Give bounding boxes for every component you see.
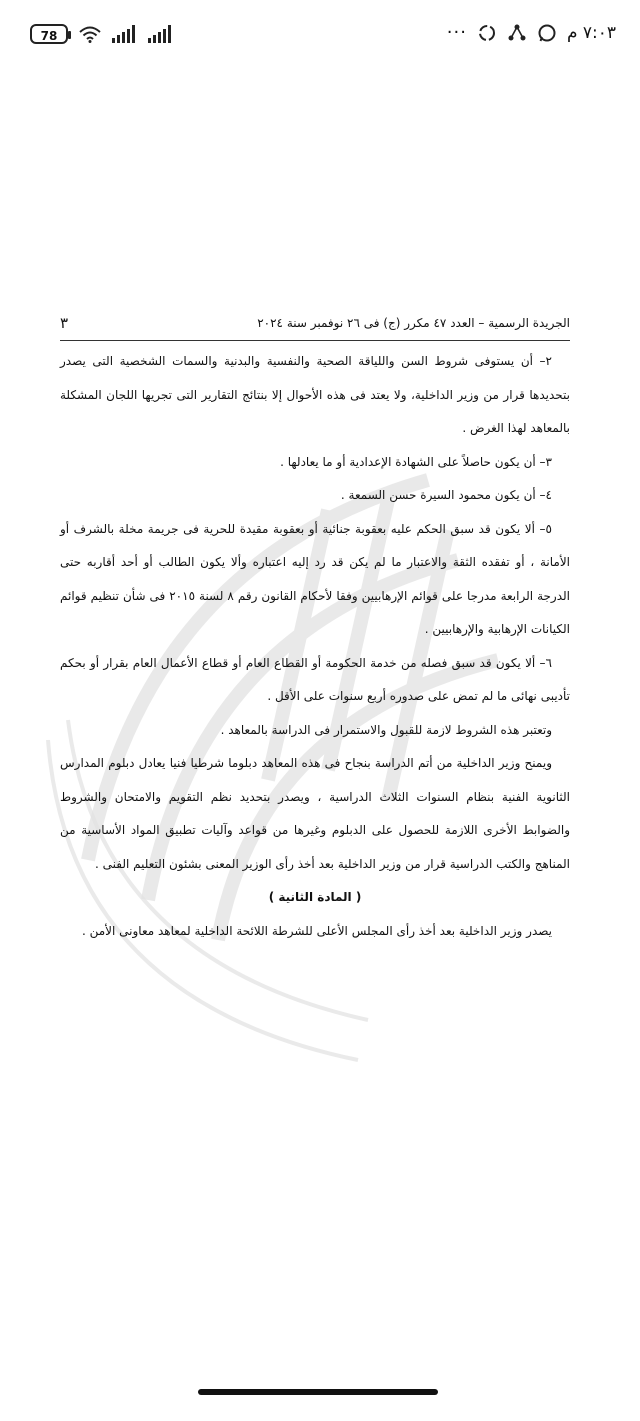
status-bar <box>0 0 640 72</box>
status-left <box>30 24 174 44</box>
paragraph-article-two: يصدر وزير الداخلية بعد أخذ رأى المجلس الأعلى للشرطة اللائحة الداخلية لمعاهد معاونى الأمن . <box>81 923 552 938</box>
more-notifications-icon: ··· <box>446 22 467 43</box>
wifi-icon <box>78 25 102 43</box>
paragraph-conditions-note: وتعتبر هذه الشروط لازمة للقبول والاستمرار فى الدراسة بالمعاهد . <box>220 722 552 737</box>
page-header <box>60 312 570 341</box>
page-header-title: الجريدة الرسمية – العدد ٤٧ مكرر (ج) فى ٢٦ نوفمبر سنة ٢٠٢٤ <box>257 316 570 330</box>
paragraph-condition-6: ٦– ألا يكون قد سبق فصله من خدمة الحكومة أو القطاع العام أو قطاع الأعمال العام بقرار أو بحكم تأديبى نهائى ما لم تمض على صدوره أربع سنوات على الأقل . <box>60 655 570 703</box>
status-right <box>447 22 616 43</box>
paragraph-condition-3: ٣– أن يكون حاصلاً على الشهادة الإعدادية أو ما يعادلها . <box>280 454 552 469</box>
paragraph-diploma: ويمنح وزير الداخلية من أتم الدراسة بنجاح فى هذه المعاهد دبلوما شرطيا فنيا يعادل دبلوم المدارس الثانوية الفنية بنظام السنوات الثلاث الدراسية ، ويصدر بتحديد نظم التقويم والامتحان والشروط والضوابط الأخرى اللازمة للحصول على الدبلوم وغيرها من قواعد وآليات تطبيق المواد الأساسية من المناهج والكتب الدراسية قرار من وزير الداخلية بعد أخذ رأى الوزير المعنى بشئون التعليم الفنى . <box>60 756 570 871</box>
signal-icon <box>112 25 138 43</box>
clock: ٧:٠٣ م <box>566 22 616 43</box>
battery-icon: 78 <box>30 24 68 44</box>
page-number: ٣ <box>60 314 69 332</box>
article-heading: ( المادة الثانية ) <box>268 890 362 904</box>
document-page <box>60 312 570 948</box>
paragraph-condition-2: ٢– أن يستوفى شروط السن واللياقة الصحية والنفسية والبدنية والسمات الشخصية التى يصدر بتحديدها قرار من وزير الداخلية، ولا يعتد فى هذه الأحوال إلا بنتائج التقارير التى تجريها اللجان المشكلة بالمعاهد لهذا الغرض . <box>60 354 570 435</box>
whatsapp-icon <box>537 23 557 43</box>
network-icon <box>507 23 527 43</box>
paragraph-condition-5: ٥– ألا يكون قد سبق الحكم عليه بعقوبة جنائية أو بعقوبة مقيدة للحرية فى جريمة مخلة بالشرف أو الأمانة ، أو تفقده الثقة والاعتبار ما لم يكن قد رد إليه اعتباره وألا يكون الطالب أو أحد أقاربه حتى الدرجة الرابعة مدرجا على قوائم الإرهابيين وفقا لأحكام القانون رقم ٨ لسنة ٢٠١٥ فى شأن تنظيم قوائم الكيانات الإرهابية والإرهابيين . <box>60 521 571 636</box>
paragraph-condition-4: ٤– أن يكون محمود السيرة حسن السمعة . <box>340 488 552 502</box>
signal-icon-2 <box>148 25 174 43</box>
sync-icon <box>477 23 497 43</box>
home-gesture-bar[interactable] <box>198 1389 438 1395</box>
